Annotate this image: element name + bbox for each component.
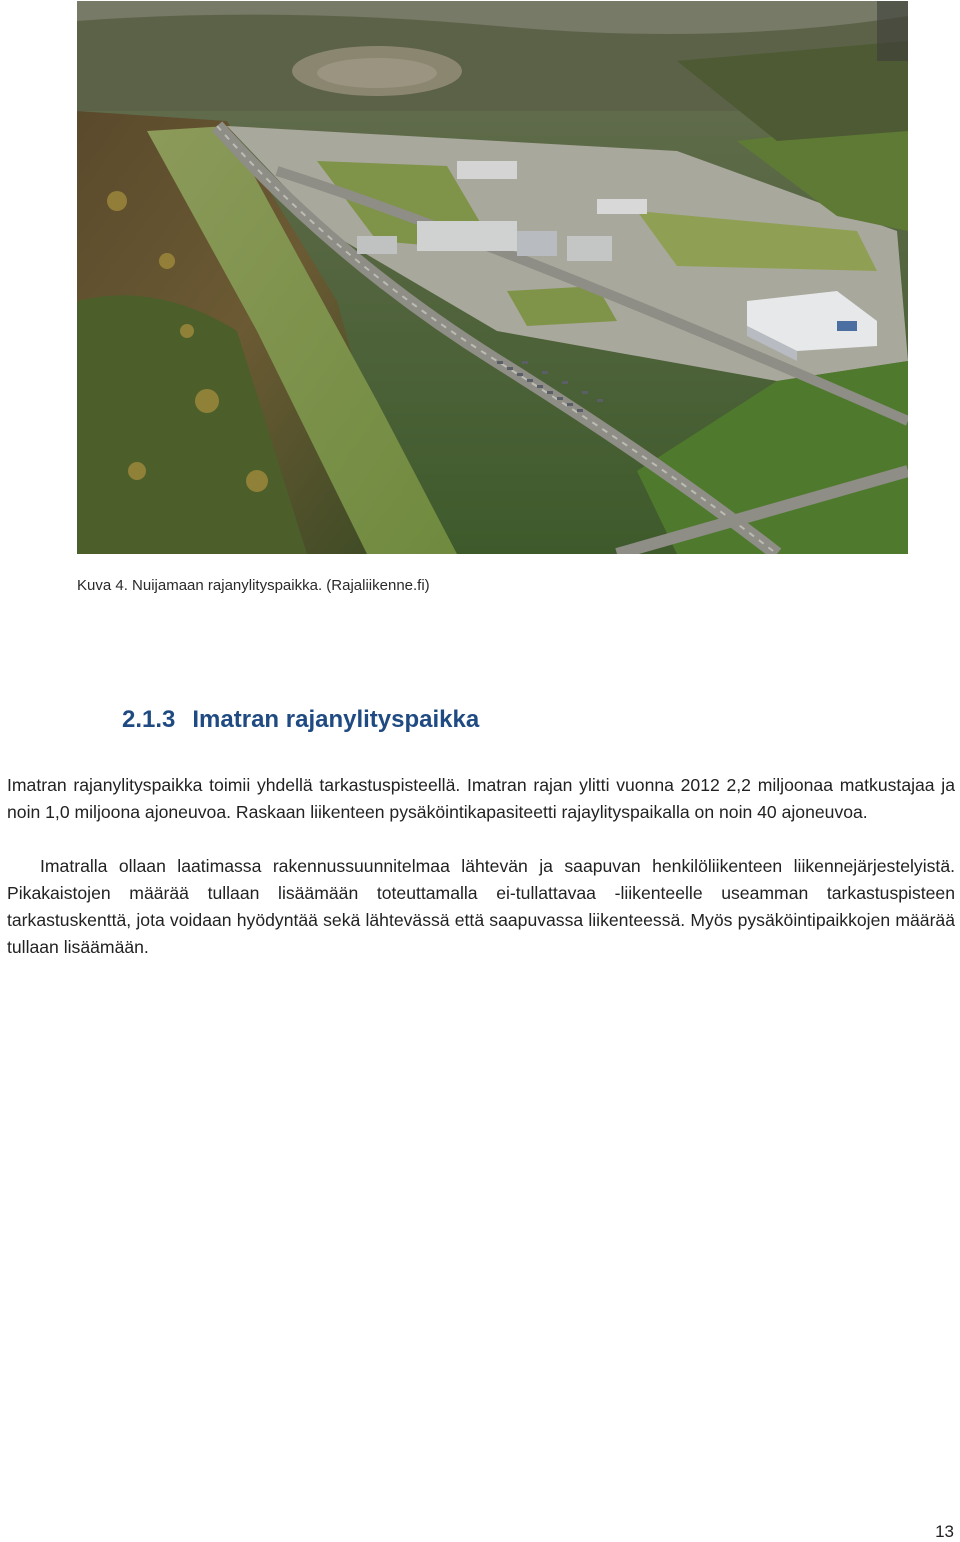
- aerial-photo: [77, 1, 908, 554]
- paragraph-2: Imatralla ollaan laatimassa rakennussuunnitelmaa lähtevän ja saapuvan henkilöliikenteen liikennejärjestelyistä. Pikakaistojen määrää tullaan lisäämään toteuttamalla ei-tullattavaa -liikenteelle useamman tarkastuspisteen tarkastuskenttä, jota voidaan hyödyntää sekä lähtevässä että saapuvassa liikenteessä. Myös pysäköintipaikkojen määrää tullaan lisäämään.: [7, 856, 955, 957]
- section-heading: [122, 706, 479, 734]
- section-title: Imatran rajanylityspaikka: [192, 706, 480, 733]
- figure-caption: Kuva 4. Nuijamaan rajanylityspaikka. (Rajaliikenne.fi): [77, 577, 430, 594]
- section-number: 2.1.3: [122, 706, 176, 733]
- paragraph-1: Imatran rajanylityspaikka toimii yhdellä tarkastuspisteellä. Imatran rajan ylitti vuonna 2012 2,2 miljoonaa matkustajaa ja noin 1,0 miljoona ajoneuvoa. Raskaan liikenteen pysäköintikapasiteetti rajaylityspaikalla on noin 40 ajoneuvoa.: [7, 775, 955, 822]
- page-number: 13: [935, 1522, 954, 1541]
- aerial-photo-border-crossing-icon: [77, 1, 908, 554]
